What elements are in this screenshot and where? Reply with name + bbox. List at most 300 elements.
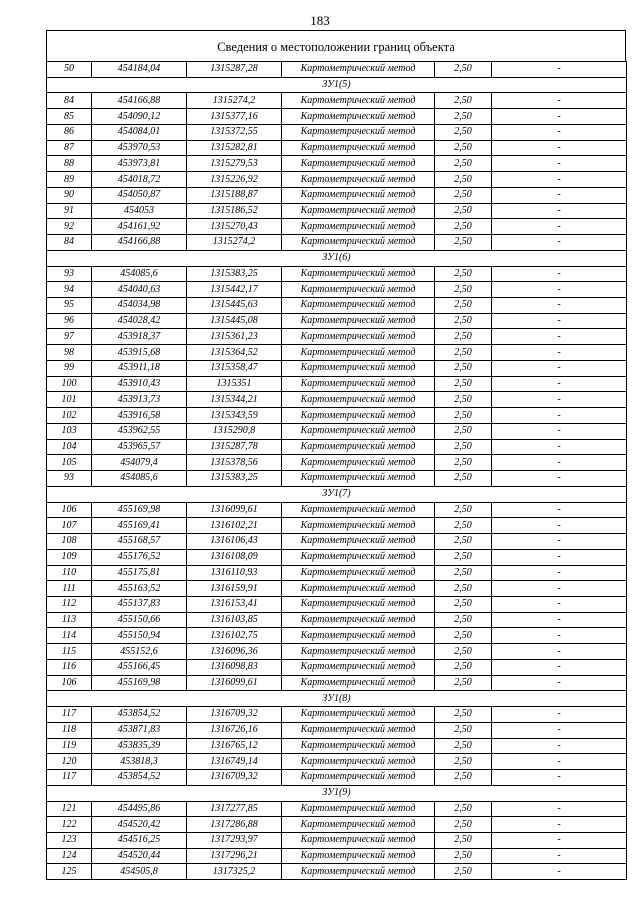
accuracy-cell: 2,50 — [435, 124, 492, 140]
coordinate-y-cell: 1315383,25 — [187, 471, 282, 487]
description-cell: - — [492, 360, 627, 376]
coordinate-x-cell: 453915,68 — [92, 345, 187, 361]
point-number-cell: 85 — [47, 109, 92, 125]
table-row — [47, 864, 627, 880]
coordinate-y-cell: 1315442,17 — [187, 282, 282, 298]
coordinate-y-cell: 1315270,43 — [187, 219, 282, 235]
description-cell: - — [492, 62, 627, 78]
point-number-cell: 96 — [47, 313, 92, 329]
description-cell: - — [492, 423, 627, 439]
method-cell: Картометрический метод — [282, 722, 435, 738]
description-cell: - — [492, 549, 627, 565]
description-cell: - — [492, 439, 627, 455]
table-row — [47, 754, 627, 770]
coordinate-x-cell: 453918,37 — [92, 329, 187, 345]
description-cell: - — [492, 502, 627, 518]
coordinate-y-cell: 1317286,88 — [187, 817, 282, 833]
accuracy-cell: 2,50 — [435, 770, 492, 786]
point-number-cell: 89 — [47, 172, 92, 188]
point-number-cell: 104 — [47, 439, 92, 455]
coordinate-x-cell: 455163,52 — [92, 581, 187, 597]
method-cell: Картометрический метод — [282, 455, 435, 471]
coordinate-x-cell: 453916,58 — [92, 408, 187, 424]
section-label: ЗУ1(8) — [47, 691, 627, 707]
coordinate-y-cell: 1315279,53 — [187, 156, 282, 172]
coordinate-x-cell: 454085,6 — [92, 266, 187, 282]
point-number-cell: 92 — [47, 219, 92, 235]
point-number-cell: 120 — [47, 754, 92, 770]
table-row — [47, 203, 627, 219]
accuracy-cell: 2,50 — [435, 235, 492, 251]
method-cell: Картометрический метод — [282, 502, 435, 518]
table-row — [47, 565, 627, 581]
coordinate-y-cell: 1315188,87 — [187, 187, 282, 203]
method-cell: Картометрический метод — [282, 219, 435, 235]
table-row — [47, 219, 627, 235]
coordinate-x-cell: 455137,83 — [92, 596, 187, 612]
coordinate-y-cell: 1316102,21 — [187, 518, 282, 534]
coordinate-y-cell: 1316102,75 — [187, 628, 282, 644]
method-cell: Картометрический метод — [282, 329, 435, 345]
accuracy-cell: 2,50 — [435, 817, 492, 833]
coordinate-x-cell: 454516,25 — [92, 832, 187, 848]
coordinate-x-cell: 453818,3 — [92, 754, 187, 770]
accuracy-cell: 2,50 — [435, 801, 492, 817]
coordinate-x-cell: 453965,57 — [92, 439, 187, 455]
table-row — [47, 329, 627, 345]
method-cell: Картометрический метод — [282, 439, 435, 455]
method-cell: Картометрический метод — [282, 738, 435, 754]
table-row — [47, 376, 627, 392]
table-row — [47, 675, 627, 691]
coordinate-x-cell: 454495,86 — [92, 801, 187, 817]
coordinate-x-cell: 454085,6 — [92, 471, 187, 487]
method-cell: Картометрический метод — [282, 172, 435, 188]
point-number-cell: 91 — [47, 203, 92, 219]
point-number-cell: 108 — [47, 534, 92, 550]
point-number-cell: 111 — [47, 581, 92, 597]
accuracy-cell: 2,50 — [435, 376, 492, 392]
method-cell: Картометрический метод — [282, 581, 435, 597]
table-row — [47, 455, 627, 471]
point-number-cell: 103 — [47, 423, 92, 439]
method-cell: Картометрический метод — [282, 235, 435, 251]
coordinate-y-cell: 1316096,36 — [187, 644, 282, 660]
coordinate-y-cell: 1316765,12 — [187, 738, 282, 754]
point-number-cell: 84 — [47, 235, 92, 251]
method-cell: Картометрический метод — [282, 565, 435, 581]
method-cell: Картометрический метод — [282, 187, 435, 203]
table-row — [47, 124, 627, 140]
point-number-cell: 112 — [47, 596, 92, 612]
description-cell: - — [492, 581, 627, 597]
section-row — [47, 250, 627, 266]
accuracy-cell: 2,50 — [435, 565, 492, 581]
accuracy-cell: 2,50 — [435, 612, 492, 628]
table-row — [47, 502, 627, 518]
method-cell: Картометрический метод — [282, 675, 435, 691]
description-cell: - — [492, 298, 627, 314]
description-cell: - — [492, 313, 627, 329]
description-cell: - — [492, 282, 627, 298]
accuracy-cell: 2,50 — [435, 203, 492, 219]
table-row — [47, 628, 627, 644]
accuracy-cell: 2,50 — [435, 722, 492, 738]
table-row — [47, 140, 627, 156]
coordinate-x-cell: 453910,43 — [92, 376, 187, 392]
accuracy-cell: 2,50 — [435, 549, 492, 565]
coordinate-x-cell: 454184,04 — [92, 62, 187, 78]
coordinate-x-cell: 453835,39 — [92, 738, 187, 754]
point-number-cell: 123 — [47, 832, 92, 848]
point-number-cell: 102 — [47, 408, 92, 424]
coordinate-x-cell: 454053 — [92, 203, 187, 219]
point-number-cell: 50 — [47, 62, 92, 78]
point-number-cell: 115 — [47, 644, 92, 660]
accuracy-cell: 2,50 — [435, 140, 492, 156]
coordinate-y-cell: 1316153,41 — [187, 596, 282, 612]
method-cell: Картометрический метод — [282, 282, 435, 298]
coordinate-x-cell: 454079,4 — [92, 455, 187, 471]
point-number-cell: 93 — [47, 266, 92, 282]
point-number-cell: 84 — [47, 93, 92, 109]
table-row — [47, 93, 627, 109]
table-row — [47, 392, 627, 408]
coordinate-y-cell: 1316099,61 — [187, 675, 282, 691]
description-cell: - — [492, 832, 627, 848]
description-cell: - — [492, 172, 627, 188]
point-number-cell: 107 — [47, 518, 92, 534]
point-number-cell: 114 — [47, 628, 92, 644]
coordinate-y-cell: 1315186,52 — [187, 203, 282, 219]
table-row — [47, 817, 627, 833]
point-number-cell: 97 — [47, 329, 92, 345]
accuracy-cell: 2,50 — [435, 219, 492, 235]
coordinate-y-cell: 1315358,47 — [187, 360, 282, 376]
description-cell: - — [492, 392, 627, 408]
coordinate-y-cell: 1315372,55 — [187, 124, 282, 140]
point-number-cell: 88 — [47, 156, 92, 172]
method-cell: Картометрический метод — [282, 266, 435, 282]
table-row — [47, 612, 627, 628]
point-number-cell: 99 — [47, 360, 92, 376]
description-cell: - — [492, 518, 627, 534]
coordinate-y-cell: 1316099,61 — [187, 502, 282, 518]
point-number-cell: 93 — [47, 471, 92, 487]
description-cell: - — [492, 345, 627, 361]
point-number-cell: 90 — [47, 187, 92, 203]
table-row — [47, 801, 627, 817]
point-number-cell: 101 — [47, 392, 92, 408]
point-number-cell: 105 — [47, 455, 92, 471]
coordinate-x-cell: 453913,73 — [92, 392, 187, 408]
coordinate-x-cell: 454028,42 — [92, 313, 187, 329]
description-cell: - — [492, 801, 627, 817]
description-cell: - — [492, 376, 627, 392]
method-cell: Картометрический метод — [282, 109, 435, 125]
description-cell: - — [492, 534, 627, 550]
description-cell: - — [492, 455, 627, 471]
description-cell: - — [492, 124, 627, 140]
description-cell: - — [492, 817, 627, 833]
point-number-cell: 106 — [47, 502, 92, 518]
description-cell: - — [492, 675, 627, 691]
coordinate-y-cell: 1316098,83 — [187, 659, 282, 675]
method-cell: Картометрический метод — [282, 707, 435, 723]
accuracy-cell: 2,50 — [435, 581, 492, 597]
description-cell: - — [492, 722, 627, 738]
table-row — [47, 408, 627, 424]
point-number-cell: 113 — [47, 612, 92, 628]
method-cell: Картометрический метод — [282, 628, 435, 644]
accuracy-cell: 2,50 — [435, 534, 492, 550]
description-cell: - — [492, 596, 627, 612]
coordinate-y-cell: 1316110,93 — [187, 565, 282, 581]
coordinate-y-cell: 1315343,59 — [187, 408, 282, 424]
coordinate-x-cell: 453854,52 — [92, 707, 187, 723]
method-cell: Картометрический метод — [282, 817, 435, 833]
point-number-cell: 125 — [47, 864, 92, 880]
table-row — [47, 172, 627, 188]
accuracy-cell: 2,50 — [435, 848, 492, 864]
coordinate-y-cell: 1315274,2 — [187, 235, 282, 251]
coordinate-y-cell: 1315377,16 — [187, 109, 282, 125]
method-cell: Картометрический метод — [282, 62, 435, 78]
method-cell: Картометрический метод — [282, 360, 435, 376]
accuracy-cell: 2,50 — [435, 187, 492, 203]
accuracy-cell: 2,50 — [435, 360, 492, 376]
point-number-cell: 100 — [47, 376, 92, 392]
table-row — [47, 659, 627, 675]
method-cell: Картометрический метод — [282, 408, 435, 424]
coordinates-table-body — [47, 62, 627, 880]
description-cell: - — [492, 738, 627, 754]
description-cell: - — [492, 187, 627, 203]
table-row — [47, 518, 627, 534]
table-row — [47, 266, 627, 282]
description-cell: - — [492, 266, 627, 282]
description-cell: - — [492, 203, 627, 219]
method-cell: Картометрический метод — [282, 659, 435, 675]
coordinate-x-cell: 455175,81 — [92, 565, 187, 581]
description-cell: - — [492, 612, 627, 628]
method-cell: Картометрический метод — [282, 124, 435, 140]
coordinate-y-cell: 1316726,16 — [187, 722, 282, 738]
accuracy-cell: 2,50 — [435, 329, 492, 345]
accuracy-cell: 2,50 — [435, 471, 492, 487]
coordinate-x-cell: 454161,92 — [92, 219, 187, 235]
table-row — [47, 770, 627, 786]
coordinate-y-cell: 1315287,28 — [187, 62, 282, 78]
point-number-cell: 110 — [47, 565, 92, 581]
point-number-cell: 86 — [47, 124, 92, 140]
coordinate-y-cell: 1316106,43 — [187, 534, 282, 550]
accuracy-cell: 2,50 — [435, 659, 492, 675]
coordinate-y-cell: 1315364,52 — [187, 345, 282, 361]
table-row — [47, 109, 627, 125]
accuracy-cell: 2,50 — [435, 392, 492, 408]
coordinate-x-cell: 453962,55 — [92, 423, 187, 439]
section-row — [47, 785, 627, 801]
point-number-cell: 87 — [47, 140, 92, 156]
accuracy-cell: 2,50 — [435, 266, 492, 282]
coordinate-y-cell: 1315344,21 — [187, 392, 282, 408]
section-label: ЗУ1(6) — [47, 250, 627, 266]
accuracy-cell: 2,50 — [435, 93, 492, 109]
point-number-cell: 117 — [47, 770, 92, 786]
coordinate-x-cell: 455168,57 — [92, 534, 187, 550]
coordinate-x-cell: 453871,83 — [92, 722, 187, 738]
coordinate-x-cell: 455150,94 — [92, 628, 187, 644]
boundary-table-sheet — [46, 30, 626, 880]
method-cell: Картометрический метод — [282, 644, 435, 660]
coordinate-y-cell: 1317277,85 — [187, 801, 282, 817]
method-cell: Картометрический метод — [282, 93, 435, 109]
description-cell: - — [492, 140, 627, 156]
accuracy-cell: 2,50 — [435, 518, 492, 534]
coordinate-y-cell: 1315378,56 — [187, 455, 282, 471]
table-row — [47, 282, 627, 298]
accuracy-cell: 2,50 — [435, 282, 492, 298]
description-cell: - — [492, 408, 627, 424]
coordinates-table — [46, 61, 627, 880]
table-row — [47, 423, 627, 439]
coordinate-y-cell: 1315274,2 — [187, 93, 282, 109]
accuracy-cell: 2,50 — [435, 738, 492, 754]
coordinate-x-cell: 454050,87 — [92, 187, 187, 203]
accuracy-cell: 2,50 — [435, 502, 492, 518]
coordinate-y-cell: 1316103,85 — [187, 612, 282, 628]
method-cell: Картометрический метод — [282, 864, 435, 880]
description-cell: - — [492, 707, 627, 723]
table-row — [47, 644, 627, 660]
method-cell: Картометрический метод — [282, 534, 435, 550]
coordinate-x-cell: 454166,88 — [92, 93, 187, 109]
coordinate-x-cell: 455150,66 — [92, 612, 187, 628]
method-cell: Картометрический метод — [282, 313, 435, 329]
method-cell: Картометрический метод — [282, 518, 435, 534]
table-row — [47, 534, 627, 550]
accuracy-cell: 2,50 — [435, 439, 492, 455]
point-number-cell: 98 — [47, 345, 92, 361]
table-title: Сведения о местоположении границ объекта — [46, 30, 626, 62]
table-row — [47, 471, 627, 487]
coordinate-x-cell: 453970,53 — [92, 140, 187, 156]
table-row — [47, 596, 627, 612]
description-cell: - — [492, 864, 627, 880]
coordinate-x-cell: 455152,6 — [92, 644, 187, 660]
method-cell: Картометрический метод — [282, 471, 435, 487]
description-cell: - — [492, 471, 627, 487]
section-row — [47, 486, 627, 502]
method-cell: Картометрический метод — [282, 156, 435, 172]
coordinate-y-cell: 1317296,21 — [187, 848, 282, 864]
description-cell: - — [492, 644, 627, 660]
table-row — [47, 848, 627, 864]
accuracy-cell: 2,50 — [435, 156, 492, 172]
section-label: ЗУ1(7) — [47, 486, 627, 502]
point-number-cell: 118 — [47, 722, 92, 738]
accuracy-cell: 2,50 — [435, 298, 492, 314]
coordinate-y-cell: 1315290,8 — [187, 423, 282, 439]
accuracy-cell: 2,50 — [435, 109, 492, 125]
method-cell: Картометрический метод — [282, 376, 435, 392]
point-number-cell: 119 — [47, 738, 92, 754]
coordinate-y-cell: 1315287,78 — [187, 439, 282, 455]
coordinate-x-cell: 453911,18 — [92, 360, 187, 376]
coordinate-x-cell: 455169,98 — [92, 675, 187, 691]
accuracy-cell: 2,50 — [435, 675, 492, 691]
table-row — [47, 549, 627, 565]
table-row — [47, 62, 627, 78]
point-number-cell: 94 — [47, 282, 92, 298]
coordinate-x-cell: 454505,8 — [92, 864, 187, 880]
table-row — [47, 187, 627, 203]
method-cell: Картометрический метод — [282, 770, 435, 786]
accuracy-cell: 2,50 — [435, 345, 492, 361]
description-cell: - — [492, 659, 627, 675]
table-row — [47, 235, 627, 251]
section-label: ЗУ1(5) — [47, 77, 627, 93]
coordinate-y-cell: 1315383,25 — [187, 266, 282, 282]
coordinate-y-cell: 1317293,97 — [187, 832, 282, 848]
method-cell: Картометрический метод — [282, 392, 435, 408]
table-row — [47, 832, 627, 848]
table-row — [47, 345, 627, 361]
description-cell: - — [492, 754, 627, 770]
table-row — [47, 439, 627, 455]
section-label: ЗУ1(9) — [47, 785, 627, 801]
coordinate-x-cell: 454520,44 — [92, 848, 187, 864]
coordinate-y-cell: 1317325,2 — [187, 864, 282, 880]
page-number: 183 — [310, 13, 330, 28]
description-cell: - — [492, 628, 627, 644]
coordinate-y-cell: 1315361,23 — [187, 329, 282, 345]
coordinate-x-cell: 454520,42 — [92, 817, 187, 833]
coordinate-x-cell: 454166,88 — [92, 235, 187, 251]
table-row — [47, 707, 627, 723]
description-cell: - — [492, 770, 627, 786]
method-cell: Картометрический метод — [282, 203, 435, 219]
coordinate-y-cell: 1315226,92 — [187, 172, 282, 188]
coordinate-y-cell: 1315445,08 — [187, 313, 282, 329]
coordinate-x-cell: 454018,72 — [92, 172, 187, 188]
description-cell: - — [492, 235, 627, 251]
point-number-cell: 109 — [47, 549, 92, 565]
method-cell: Картометрический метод — [282, 423, 435, 439]
point-number-cell: 122 — [47, 817, 92, 833]
method-cell: Картометрический метод — [282, 832, 435, 848]
coordinate-y-cell: 1316749,14 — [187, 754, 282, 770]
table-row — [47, 722, 627, 738]
coordinate-y-cell: 1316159,91 — [187, 581, 282, 597]
method-cell: Картометрический метод — [282, 848, 435, 864]
coordinate-x-cell: 455166,45 — [92, 659, 187, 675]
accuracy-cell: 2,50 — [435, 423, 492, 439]
accuracy-cell: 2,50 — [435, 644, 492, 660]
coordinate-x-cell: 455169,41 — [92, 518, 187, 534]
coordinate-x-cell: 453973,81 — [92, 156, 187, 172]
method-cell: Картометрический метод — [282, 754, 435, 770]
method-cell: Картометрический метод — [282, 140, 435, 156]
accuracy-cell: 2,50 — [435, 62, 492, 78]
accuracy-cell: 2,50 — [435, 754, 492, 770]
table-row — [47, 313, 627, 329]
method-cell: Картометрический метод — [282, 345, 435, 361]
accuracy-cell: 2,50 — [435, 172, 492, 188]
point-number-cell: 124 — [47, 848, 92, 864]
coordinate-y-cell: 1315351 — [187, 376, 282, 392]
